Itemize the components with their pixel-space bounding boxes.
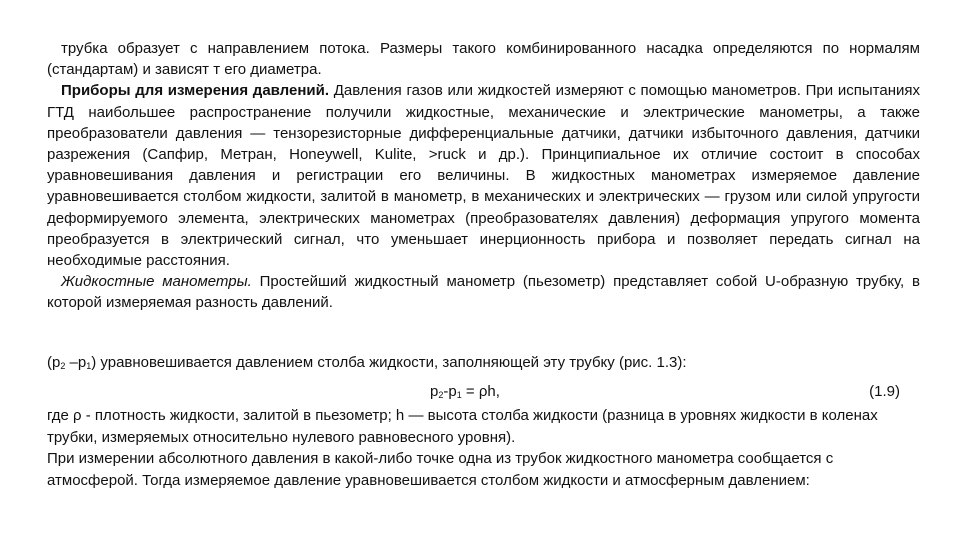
subscript: 2 xyxy=(438,390,444,401)
subscript: 1 xyxy=(456,390,462,401)
paragraph-pressure-difference-text: ) уравновешивается давлением столба жидкости, заполняющей эту трубку (рис. 1.3): xyxy=(91,354,687,371)
justified-text-block xyxy=(47,38,920,314)
equation-line xyxy=(47,381,920,405)
left-aligned-text-block xyxy=(47,352,920,491)
pressure-symbol: –p xyxy=(65,354,87,371)
paragraph-density-definition: где ρ - плотность жидкости, залитой в пьезометр; h — высота столба жидкости (разница в уровнях жидкости в коленах трубки, измеряемых относительно нулевого равновесного уровня). xyxy=(47,407,878,446)
subscript: 1 xyxy=(86,361,92,371)
paragraph-liquid-manometers xyxy=(47,271,920,313)
equation-number: (1.9) xyxy=(869,383,900,401)
paragraph-pressure-instruments xyxy=(47,80,920,271)
paragraph-absolute-pressure: При измерении абсолютного давления в какой-либо точке одна из трубок жидкостного манометра сообщается с атмосферой. Тогда измеряемое давление уравновешивается столбом жидкости и атмосферным давлением: xyxy=(47,450,834,489)
section-heading-liquid-manometers: Жидкостные манометры. xyxy=(61,273,252,291)
paragraph-liquid-manometers-text: Простейший жидкостный манометр (пьезометр) представляет собой U-образную трубку, в которой измеряемая разность давлений. xyxy=(47,273,920,312)
pressure-symbol: p xyxy=(430,383,439,401)
equation-rhs: = ρh, xyxy=(461,383,500,401)
subscript: 2 xyxy=(60,361,66,371)
equation xyxy=(430,381,500,406)
pressure-symbol: -p xyxy=(443,383,457,401)
pressure-symbol: (p xyxy=(47,354,61,371)
paragraph-nozzle-dimensions: трубка образует с направлением потока. Размеры такого комбинированного насадка определяются по нормалям (стандартам) и зависят т его диаметра. xyxy=(47,40,920,79)
paragraph-pressure-difference xyxy=(47,352,920,377)
section-heading-pressure-instruments: Приборы для измерения давлений. xyxy=(61,82,330,100)
paragraph-pressure-instruments-text: Давления газов или жидкостей измеряют с помощью манометров. При испытаниях ГТД наибольшее распространение получили жидкостные, механические и электрические манометры, а также преобразователи давления — тензорезисторные дифференциальные датчики, датчики избыточного давления, датчики разрежения (Сапфир, Метран, Honeywell, Kulite, >ruck и др.). Принципиальное их отличие состоит в способах уравновешивания давления и регистрации его величины. В жидкостных манометрах измеряемое давление уравновешивается столбом жидкости, залитой в манометр, в механических и электрических — грузом или силой упругости деформируемого элемента, электрических манометрах (преобразователях давления) деформация упругого момента преобразуется в электрический сигнал, что уменьшает инерционность прибора и позволяет передать сигнал на необходимые расстояния. xyxy=(47,82,920,270)
